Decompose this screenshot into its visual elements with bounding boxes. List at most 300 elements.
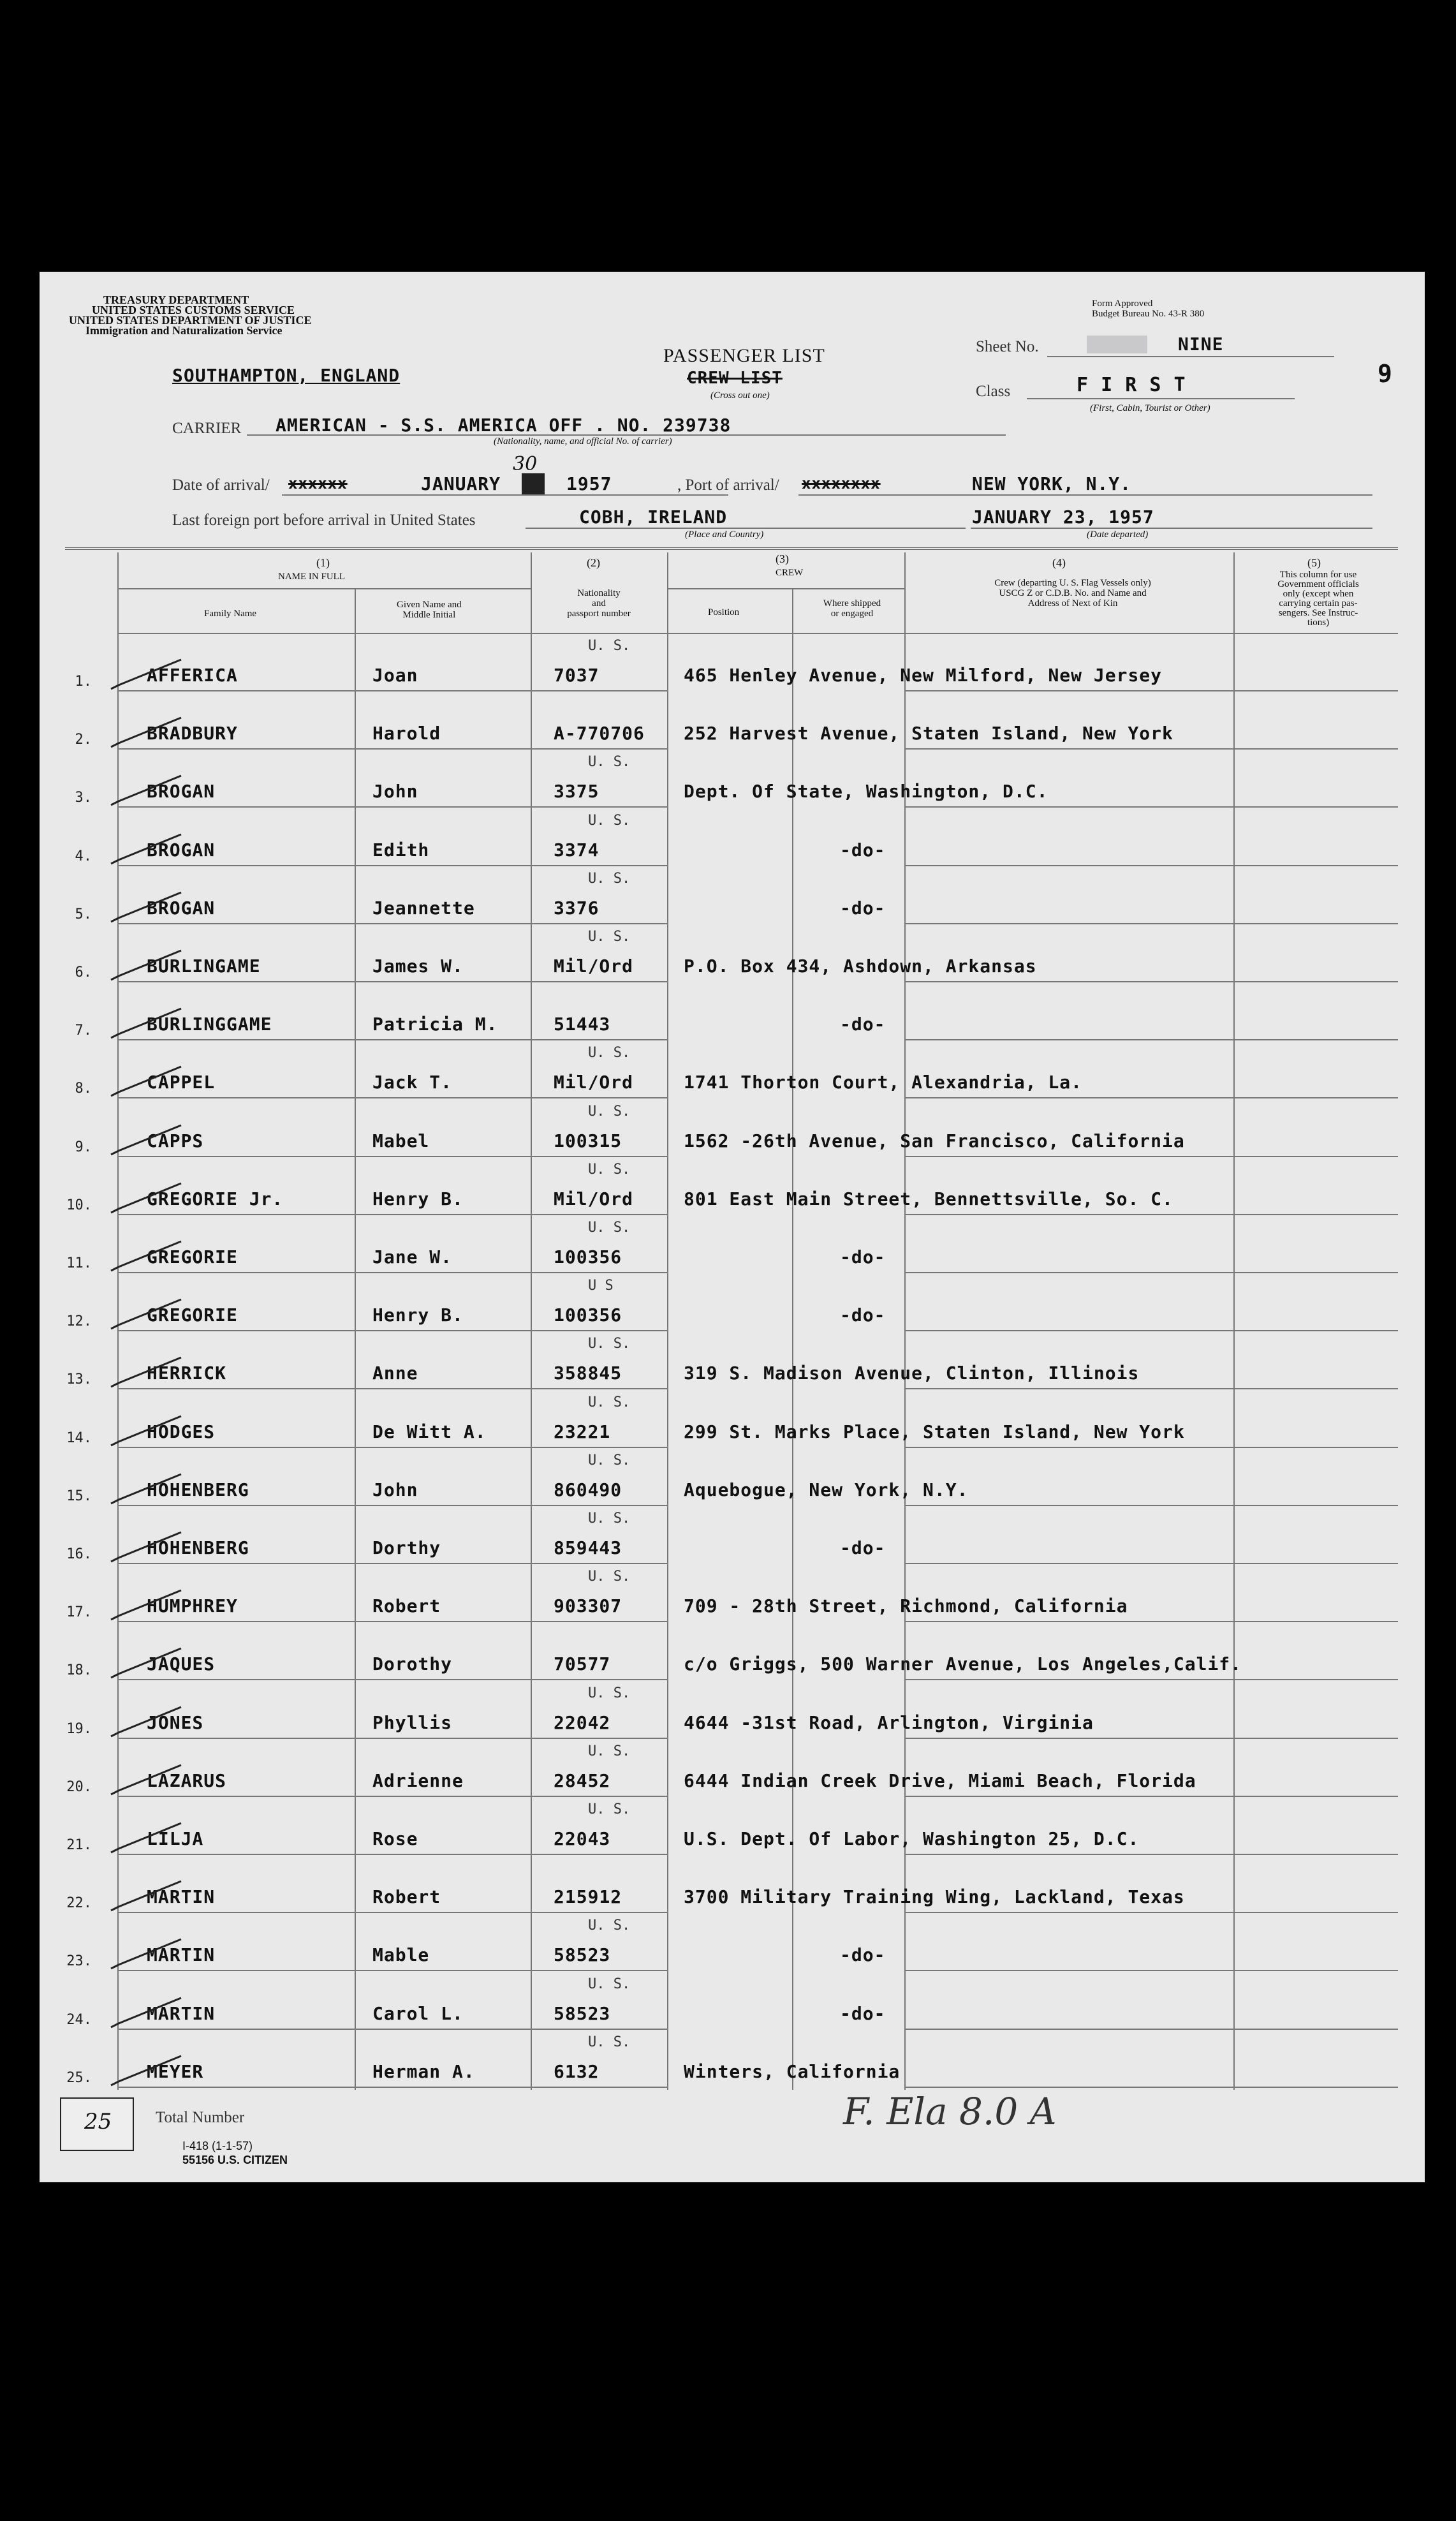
row-number: 11. [66, 1255, 92, 1271]
ditto-address: -do- [840, 897, 886, 919]
officials-line-2: Government officials [1277, 579, 1359, 589]
family-name: BROGAN [147, 897, 216, 919]
nationality-label: U. S. [588, 1569, 631, 1585]
check-mark-icon [110, 1879, 186, 1914]
crew-header-line-2: USCG Z or C.D.B. No. and Name and [999, 588, 1147, 598]
address: Winters, California [684, 2060, 901, 2082]
address: 1741 Thorton Court, Alexandria, La. [684, 1072, 1083, 1093]
passport-number: Mil/Ord [554, 1072, 634, 1093]
row-rule-nat [532, 1563, 667, 1564]
family-name: CAPPEL [147, 1072, 216, 1093]
check-mark-icon [110, 1995, 186, 2031]
position-header: Position [708, 607, 740, 617]
family-name: HUMPHREY [147, 1595, 238, 1617]
passport-number: 100356 [554, 1246, 622, 1268]
row-rule-nat [532, 1039, 667, 1040]
row-rule-nat [532, 981, 667, 982]
check-mark-icon [110, 1297, 186, 1333]
arrival-year: 1957 [566, 473, 612, 494]
ditto-address: -do- [840, 1537, 886, 1558]
given-name: Dorthy [372, 1537, 441, 1558]
agency-line-3: UNITED STATES DEPARTMENT OF JUSTICE [69, 314, 312, 327]
col5-number: (5) [1307, 556, 1321, 569]
row-rule-c4 [904, 865, 1398, 866]
row-rule-c4 [904, 1272, 1398, 1273]
address: 709 - 28th Street, Richmond, California [684, 1595, 1128, 1617]
officials-line-6: tions) [1307, 617, 1330, 628]
title-cross-out-note: (Cross out one) [710, 390, 770, 401]
given-name: Joan [372, 665, 418, 686]
family-name: LILJA [147, 1828, 204, 1849]
family-name: BURLINGGAME [147, 1014, 272, 1035]
family-name: MEYER [147, 2060, 204, 2082]
nationality-label: U S [588, 1278, 614, 1294]
row-rule-c4 [904, 2087, 1398, 2088]
col-line-given-nat [531, 552, 532, 2090]
total-value: 25 [84, 2109, 112, 2134]
passport-number: 3376 [554, 897, 599, 919]
check-mark-icon [110, 773, 186, 809]
passport-number: 903307 [554, 1595, 622, 1617]
crew-header-line-1: Crew (departing U. S. Flag Vessels only) [994, 578, 1151, 588]
port-label: , Port of arrival/ [677, 477, 779, 494]
row-rule-c4 [904, 1505, 1398, 1506]
family-name: BROGAN [147, 781, 216, 802]
nationality-label: U. S. [588, 1336, 631, 1352]
family-name: LAZARUS [147, 1770, 227, 1791]
address: 465 Henley Avenue, New Milford, New Jersey [684, 665, 1163, 686]
header-subrule-crew [667, 588, 904, 589]
check-mark-icon [110, 1064, 186, 1100]
col3-number: (3) [776, 552, 789, 565]
check-mark-icon [110, 1181, 186, 1216]
officer-signature: F. Ela 8.0 A [843, 2090, 1057, 2133]
col-line-family-given [355, 589, 356, 2090]
last-port-value: COBH, IRELAND [579, 506, 728, 528]
agency-line-1: TREASURY DEPARTMENT [103, 293, 249, 306]
class-label: Class [976, 383, 1011, 400]
nat-header-line-3: passport number [567, 609, 631, 619]
check-mark-icon [110, 1355, 186, 1391]
ditto-address: -do- [840, 1305, 886, 1326]
carrier-value: AMERICAN - S.S. AMERICA OFF . NO. 239738 [276, 415, 732, 436]
last-port-label: Last foreign port before arrival in United States [172, 512, 476, 529]
nationality-label: U. S. [588, 929, 631, 945]
given-name: Henry B. [372, 1188, 464, 1209]
passport-number: Mil/Ord [554, 1188, 634, 1209]
check-mark-icon [110, 1239, 186, 1275]
check-mark-icon [110, 1588, 186, 1623]
passport-number: 100356 [554, 1305, 622, 1326]
check-mark-icon [110, 890, 186, 926]
family-name: CAPPS [147, 1130, 204, 1151]
row-number: 1. [75, 674, 92, 690]
row-number: 9. [75, 1139, 92, 1155]
nationality-label: U. S. [588, 1452, 631, 1468]
carrier-label: CARRIER [172, 420, 242, 437]
row-number: 12. [66, 1313, 92, 1330]
row-rule-nat [532, 1970, 667, 1971]
address: 1562 -26th Avenue, San Francisco, California [684, 1130, 1185, 1151]
check-mark-icon [110, 1414, 186, 1449]
given-name: Carol L. [372, 2002, 464, 2024]
row-number: 18. [66, 1662, 92, 1679]
nationality-label: U. S. [588, 2034, 631, 2050]
arrival-day-crossed: 28 [522, 473, 545, 494]
row-rule-c4 [904, 1970, 1398, 1971]
nationality-header [551, 588, 647, 619]
row-number: 14. [66, 1430, 92, 1446]
row-number: 16. [66, 1546, 92, 1562]
row-rule-nat [532, 1388, 667, 1389]
row-rule-nat [532, 1330, 667, 1331]
total-label: Total Number [156, 2109, 245, 2126]
nationality-label: U. S. [588, 812, 631, 829]
port-underline [798, 494, 1372, 496]
check-mark-icon [110, 1530, 186, 1565]
passport-number: 859443 [554, 1537, 622, 1558]
shipped-header [807, 598, 897, 619]
given-name: Dorothy [372, 1653, 453, 1675]
col-line-c4-c5 [1233, 552, 1235, 2090]
row-rule-nat [532, 2029, 667, 2030]
family-name: BRADBURY [147, 723, 238, 744]
ditto-address: -do- [840, 1246, 886, 1268]
row-rule-c4 [904, 1097, 1398, 1098]
row-rule-nat [532, 2087, 667, 2088]
nationality-label: U. S. [588, 1743, 631, 1759]
passport-number: 7037 [554, 665, 599, 686]
row-number: 5. [75, 906, 92, 922]
address: Aquebogue, New York, N.Y. [684, 1479, 969, 1500]
row-rule-c4 [904, 806, 1398, 808]
row-number: 13. [66, 1371, 92, 1388]
family-name: HODGES [147, 1421, 216, 1442]
address: 252 Harvest Avenue, Staten Island, New York [684, 723, 1173, 744]
origin-port: SOUTHAMPTON, ENGLAND [172, 365, 401, 386]
sheet-label: Sheet No. [976, 338, 1039, 355]
given-name-header [397, 600, 462, 620]
address: 299 St. Marks Place, Staten Island, New York [684, 1421, 1185, 1442]
given-header-line-2: Middle Initial [402, 610, 456, 620]
last-port-note: (Place and Country) [685, 529, 764, 540]
passenger-list-form [40, 272, 1425, 2182]
family-name: MARTIN [147, 1944, 216, 1966]
family-name-header: Family Name [204, 609, 257, 619]
passport-number: Mil/Ord [554, 956, 634, 977]
family-name: HOHENBERG [147, 1537, 249, 1558]
given-name: Edith [372, 839, 430, 861]
crew-info-header [958, 578, 1188, 609]
check-mark-icon [110, 1704, 186, 1740]
given-name: Rose [372, 1828, 418, 1849]
passport-number: 22042 [554, 1711, 611, 1733]
address: Dept. Of State, Washington, D.C. [684, 781, 1048, 802]
port-value: NEW YORK, N.Y. [972, 473, 1132, 494]
given-name: Mabel [372, 1130, 430, 1151]
given-name: John [372, 781, 418, 802]
arrival-underline [282, 494, 728, 496]
shipped-header-line-2: or engaged [830, 609, 874, 619]
given-name: Jeannette [372, 897, 475, 919]
given-name: Harold [372, 723, 441, 744]
check-mark-icon [110, 1821, 186, 1856]
check-mark-icon [110, 657, 186, 693]
family-name: MARTIN [147, 1886, 216, 1908]
form-title: PASSENGER LIST [663, 345, 825, 366]
crossed-crew-list: CREW LIST [687, 369, 783, 388]
row-number: 6. [75, 965, 92, 980]
given-name: Jane W. [372, 1246, 453, 1268]
family-name: BURLINGAME [147, 956, 261, 977]
row-rule-nat [532, 690, 667, 691]
address: P.O. Box 434, Ashdown, Arkansas [684, 956, 1037, 977]
given-name: Adrienne [372, 1770, 464, 1791]
given-name: Anne [372, 1363, 418, 1384]
arrival-label: Date of arrival/ [172, 477, 270, 494]
passport-number: 28452 [554, 1770, 611, 1791]
row-rule-nat [532, 1621, 667, 1622]
passport-number: 3375 [554, 781, 599, 802]
col1-number: (1) [316, 556, 330, 569]
row-number: 20. [66, 1778, 92, 1795]
departed-underline [971, 528, 1372, 529]
nationality-label: U. S. [588, 1161, 631, 1178]
passport-number: 58523 [554, 2002, 611, 2024]
family-name: GREGORIE [147, 1246, 238, 1268]
row-number: 23. [66, 1953, 92, 1970]
row-rule-c4 [904, 1447, 1398, 1448]
col1-title: NAME IN FULL [278, 572, 345, 582]
given-name: Mable [372, 1944, 430, 1966]
check-mark-icon [110, 1763, 186, 1798]
family-name: HERRICK [147, 1363, 227, 1384]
arrival-day-handwritten: 30 [513, 453, 538, 475]
row-rule-c4 [904, 1563, 1398, 1564]
given-name: De Witt A. [372, 1421, 487, 1442]
row-rule-nat [532, 865, 667, 866]
class-underline [1027, 398, 1295, 399]
passport-number: 70577 [554, 1653, 611, 1675]
form-id: I-418 (1-1-57) [182, 2140, 253, 2152]
check-mark-icon [110, 1472, 186, 1507]
row-rule-c4 [904, 1388, 1398, 1389]
family-name: HOHENBERG [147, 1479, 249, 1500]
row-number: 7. [75, 1023, 92, 1039]
row-rule-c4 [904, 1854, 1398, 1855]
ditto-address: -do- [840, 2002, 886, 2024]
class-note: (First, Cabin, Tourist or Other) [1090, 403, 1210, 413]
departed-note: (Date departed) [1087, 529, 1149, 540]
port-crossed: xxxxxxxx [802, 475, 881, 492]
address: 6444 Indian Creek Drive, Miami Beach, Florida [684, 1770, 1196, 1791]
given-name: Jack T. [372, 1072, 453, 1093]
arrival-crossed: xxxxxx [288, 475, 348, 492]
sheet-value: NINE [1178, 334, 1224, 355]
nationality-label: U. S. [588, 1918, 631, 1934]
row-number: 25. [66, 2069, 92, 2086]
family-name: BROGAN [147, 839, 216, 861]
row-number: 21. [66, 1837, 92, 1853]
address: 319 S. Madison Avenue, Clinton, Illinois [684, 1363, 1140, 1384]
passport-number: 51443 [554, 1014, 611, 1035]
address: 3700 Military Training Wing, Lackland, Texas [684, 1886, 1185, 1908]
address: U.S. Dept. Of Labor, Washington 25, D.C. [684, 1828, 1140, 1849]
officials-line-5: sengers. See Instruc- [1278, 608, 1358, 618]
row-rule-nat [532, 806, 667, 808]
address: c/o Griggs, 500 Warner Avenue, Los Angeles,Calif. [684, 1653, 1242, 1675]
row-rule-c4 [904, 1039, 1398, 1040]
departed-value: JANUARY 23, 1957 [972, 506, 1154, 528]
row-rule-nat [532, 1796, 667, 1797]
nationality-label: U. S. [588, 870, 631, 887]
row-rule-c4 [904, 923, 1398, 924]
family-name: GREGORIE Jr. [147, 1188, 284, 1209]
ditto-address: -do- [840, 839, 886, 861]
check-mark-icon [110, 715, 186, 751]
row-rule-nat [532, 1447, 667, 1448]
form-approved [1092, 299, 1204, 319]
officials-header [1239, 570, 1398, 628]
officials-line-3: only (except when [1283, 589, 1354, 599]
nationality-label: U. S. [588, 754, 631, 771]
arrival-month: JANUARY [421, 473, 501, 494]
officials-line-4: carrying certain pas- [1279, 598, 1358, 609]
row-rule-c4 [904, 1796, 1398, 1797]
passport-number: 215912 [554, 1886, 622, 1908]
col2-number: (2) [587, 556, 600, 569]
nat-header-line-1: Nationality [577, 588, 621, 598]
passport-number: 100315 [554, 1130, 622, 1151]
row-rule-nat [532, 1214, 667, 1215]
given-name: Patricia M. [372, 1014, 498, 1035]
row-rule-nat [532, 923, 667, 924]
passport-number: 23221 [554, 1421, 611, 1442]
row-rule-c4 [904, 1738, 1398, 1739]
row-rule-nat [532, 1679, 667, 1680]
passport-number: 358845 [554, 1363, 622, 1384]
row-rule-nat [532, 1505, 667, 1506]
row-rule-nat [532, 1912, 667, 1913]
agency-line-4: Immigration and Naturalization Service [85, 324, 283, 337]
check-mark-icon [110, 1646, 186, 1682]
nationality-label: U. S. [588, 1801, 631, 1817]
form-approved-line-1: Form Approved [1092, 299, 1153, 309]
sheet-underline [1047, 356, 1334, 357]
passport-number: A-770706 [554, 723, 645, 744]
given-name: Robert [372, 1886, 441, 1908]
sheet-redaction [1087, 336, 1147, 353]
row-rule-c4 [904, 748, 1398, 750]
row-rule-nat [532, 1097, 667, 1098]
row-rule-nat [532, 1272, 667, 1273]
given-name: Robert [372, 1595, 441, 1617]
nationality-label: U. S. [588, 1045, 631, 1061]
row-number: 24. [66, 2011, 92, 2028]
row-number: 2. [75, 732, 92, 748]
family-name: AFFERICA [147, 665, 238, 686]
row-number: 8. [75, 1081, 92, 1097]
row-rule-nat [532, 1156, 667, 1157]
agency-line-2: UNITED STATES CUSTOMS SERVICE [92, 304, 295, 316]
page-number: 9 [1378, 360, 1393, 388]
nationality-label: U. S. [588, 1511, 631, 1527]
nationality-label: U. S. [588, 1103, 631, 1120]
officials-line-1: This column for use [1279, 570, 1357, 580]
carrier-note: (Nationality, name, and official No. of carrier) [494, 436, 672, 447]
ditto-address: -do- [840, 1014, 886, 1035]
nationality-label: U. S. [588, 1220, 631, 1236]
agency-block [69, 295, 311, 336]
nationality-label: U. S. [588, 1685, 631, 1701]
row-rule-c4 [904, 2029, 1398, 2030]
address: 801 East Main Street, Bennettsville, So. C. [684, 1188, 1173, 1209]
row-rule-c4 [904, 1621, 1398, 1622]
given-name: Henry B. [372, 1305, 464, 1326]
row-number: 22. [66, 1895, 92, 1912]
row-rule-c4 [904, 981, 1398, 982]
row-rule-c4 [904, 1912, 1398, 1913]
row-rule-c4 [904, 1156, 1398, 1157]
row-number: 4. [75, 848, 92, 864]
check-mark-icon [110, 948, 186, 984]
header-bottom-rule [117, 633, 1398, 634]
ditto-address: -do- [840, 1944, 886, 1966]
given-name: James W. [372, 956, 464, 977]
row-rule-c4 [904, 690, 1398, 691]
col-line-position-shipped [792, 589, 793, 2090]
col3-title: CREW [776, 568, 804, 578]
passport-number: 22043 [554, 1828, 611, 1849]
col4-number: (4) [1052, 556, 1066, 569]
passport-number: 3374 [554, 839, 599, 861]
row-rule-c4 [904, 1214, 1398, 1215]
given-name: Herman A. [372, 2060, 475, 2082]
passport-number: 58523 [554, 1944, 611, 1966]
nationality-label: U. S. [588, 638, 631, 654]
nationality-label: U. S. [588, 1394, 631, 1410]
row-rule-nat [532, 748, 667, 750]
form-code: 55156 U.S. CITIZEN [182, 2154, 288, 2166]
family-name: JAQUES [147, 1653, 216, 1675]
row-rule-c4 [904, 1679, 1398, 1680]
last-port-underline [526, 528, 966, 529]
family-name: JONES [147, 1711, 204, 1733]
col-line-nat-crew [667, 552, 668, 2090]
nat-header-line-2: and [592, 598, 606, 609]
check-mark-icon [110, 1937, 186, 1972]
check-mark-icon [110, 2053, 186, 2089]
row-rule-nat [532, 1854, 667, 1855]
form-approved-line-2: Budget Bureau No. 43-R 380 [1092, 309, 1205, 319]
row-number: 17. [66, 1604, 92, 1621]
row-number: 10. [66, 1197, 92, 1213]
passport-number: 860490 [554, 1479, 622, 1500]
class-value: F I R S T [1077, 374, 1186, 396]
address: 4644 -31st Road, Arlington, Virginia [684, 1711, 1094, 1733]
given-name: John [372, 1479, 418, 1500]
row-rule-c4 [904, 1330, 1398, 1331]
passport-number: 6132 [554, 2060, 599, 2082]
row-number: 3. [75, 790, 92, 806]
check-mark-icon [110, 832, 186, 868]
given-header-line-1: Given Name and [397, 600, 462, 610]
check-mark-icon [110, 1006, 186, 1042]
row-number: 15. [66, 1488, 92, 1504]
family-name: MARTIN [147, 2002, 216, 2024]
crew-header-line-3: Address of Next of Kin [1027, 598, 1118, 609]
table-top-rule [65, 547, 1398, 550]
